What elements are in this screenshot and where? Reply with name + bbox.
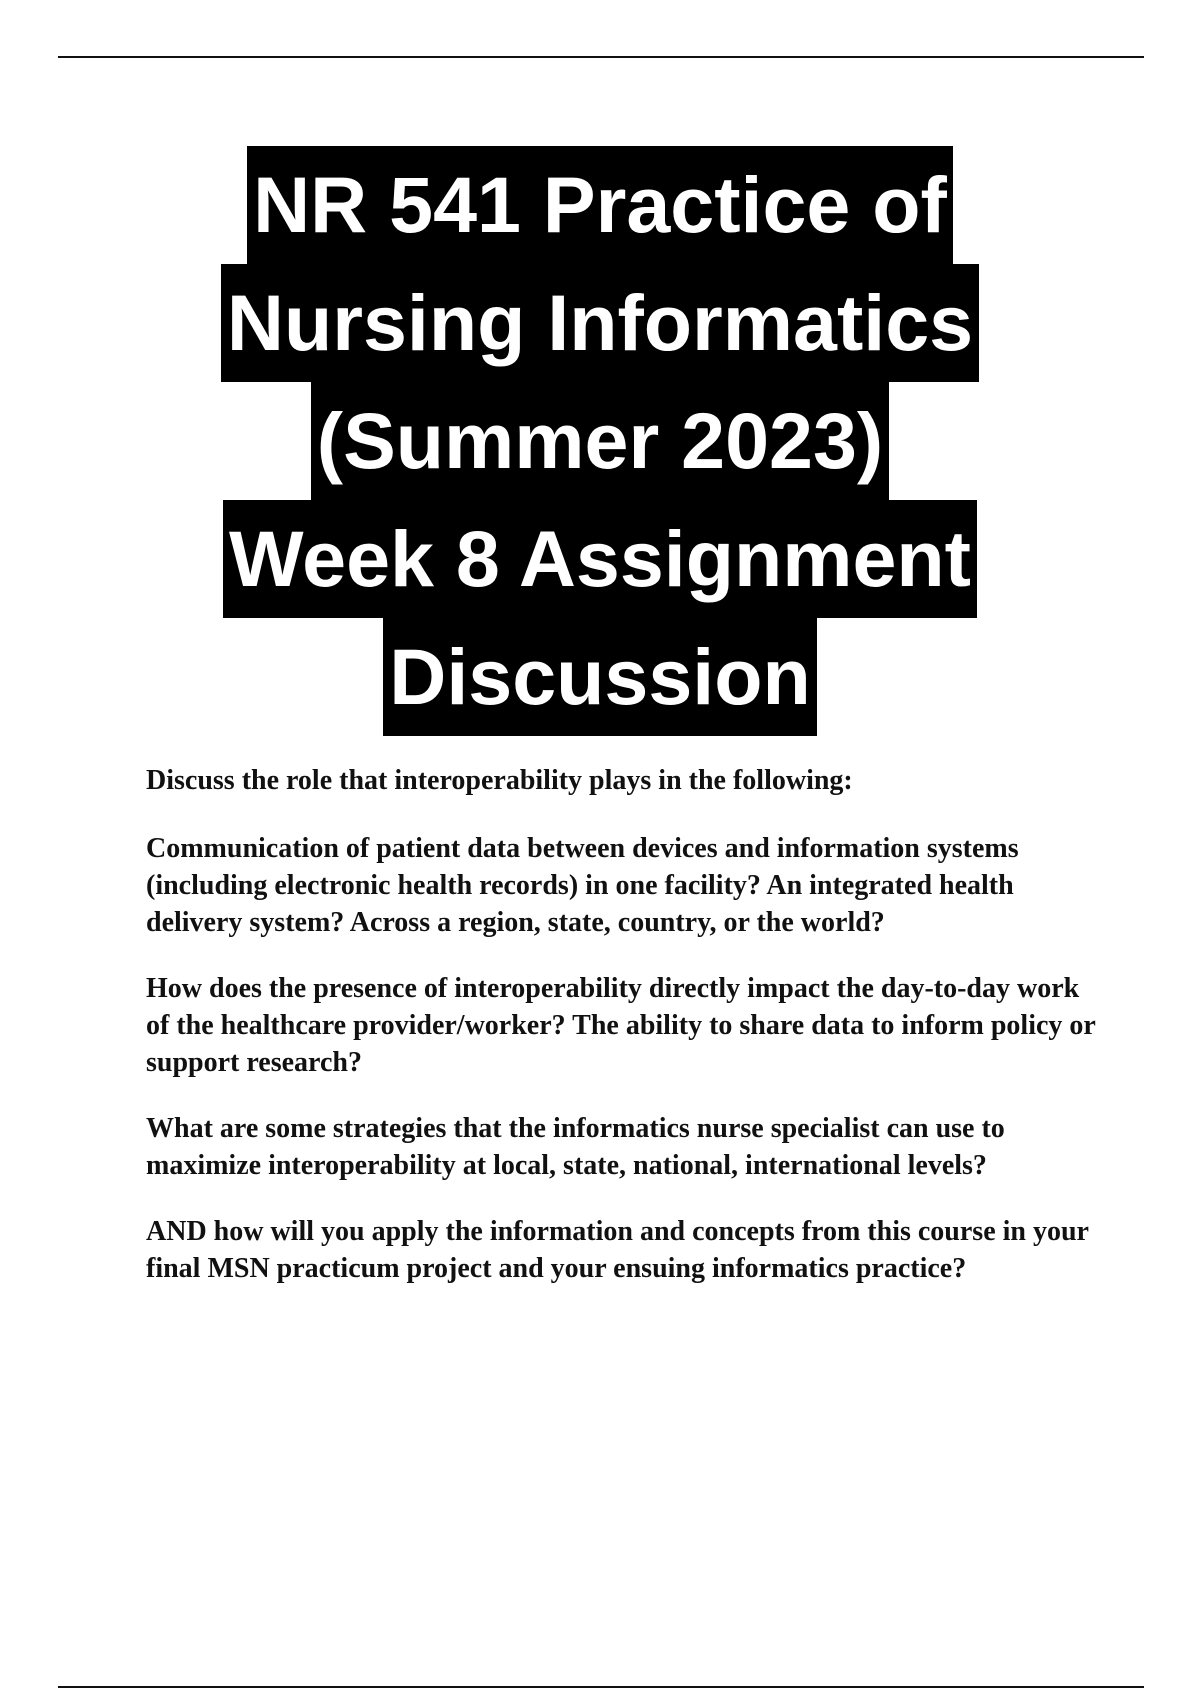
title-line-3-text: (Summer 2023) [311, 382, 889, 500]
question-paragraph-2: How does the presence of interoperability directly impact the day-to-day work of the healthcare provider/worker? The ability to share data to inform policy or support research? [146, 973, 1096, 1078]
title-line-2-text: Nursing Informatics [221, 264, 979, 382]
document-title [0, 146, 1200, 736]
title-line-4-text: Week 8 Assignment [223, 500, 977, 618]
question-paragraph-4: AND how will you apply the information and concepts from this course in your final MSN practicum project and your ensuing informatics practice? [146, 1216, 1089, 1284]
question-paragraph-3: What are some strategies that the informatics nurse specialist can use to maximize interoperability at local, state, national, international levels? [146, 1113, 1005, 1181]
title-line-1-text: NR 541 Practice of [247, 146, 953, 264]
top-divider [58, 56, 1144, 58]
title-line-5 [0, 618, 1200, 736]
assignment-body [146, 762, 1096, 1316]
title-line-1 [0, 146, 1200, 264]
title-line-5-text: Discussion [383, 618, 816, 736]
title-line-3 [0, 382, 1200, 500]
title-line-4 [0, 500, 1200, 618]
intro-prompt: Discuss the role that interoperability plays in the following: [146, 765, 853, 796]
title-line-2 [0, 264, 1200, 382]
bottom-divider [58, 1686, 1144, 1688]
question-paragraph-1: Communication of patient data between devices and information systems (including electronic health records) in one facility? An integrated health delivery system? Across a region, state, country, or the world? [146, 833, 1019, 938]
